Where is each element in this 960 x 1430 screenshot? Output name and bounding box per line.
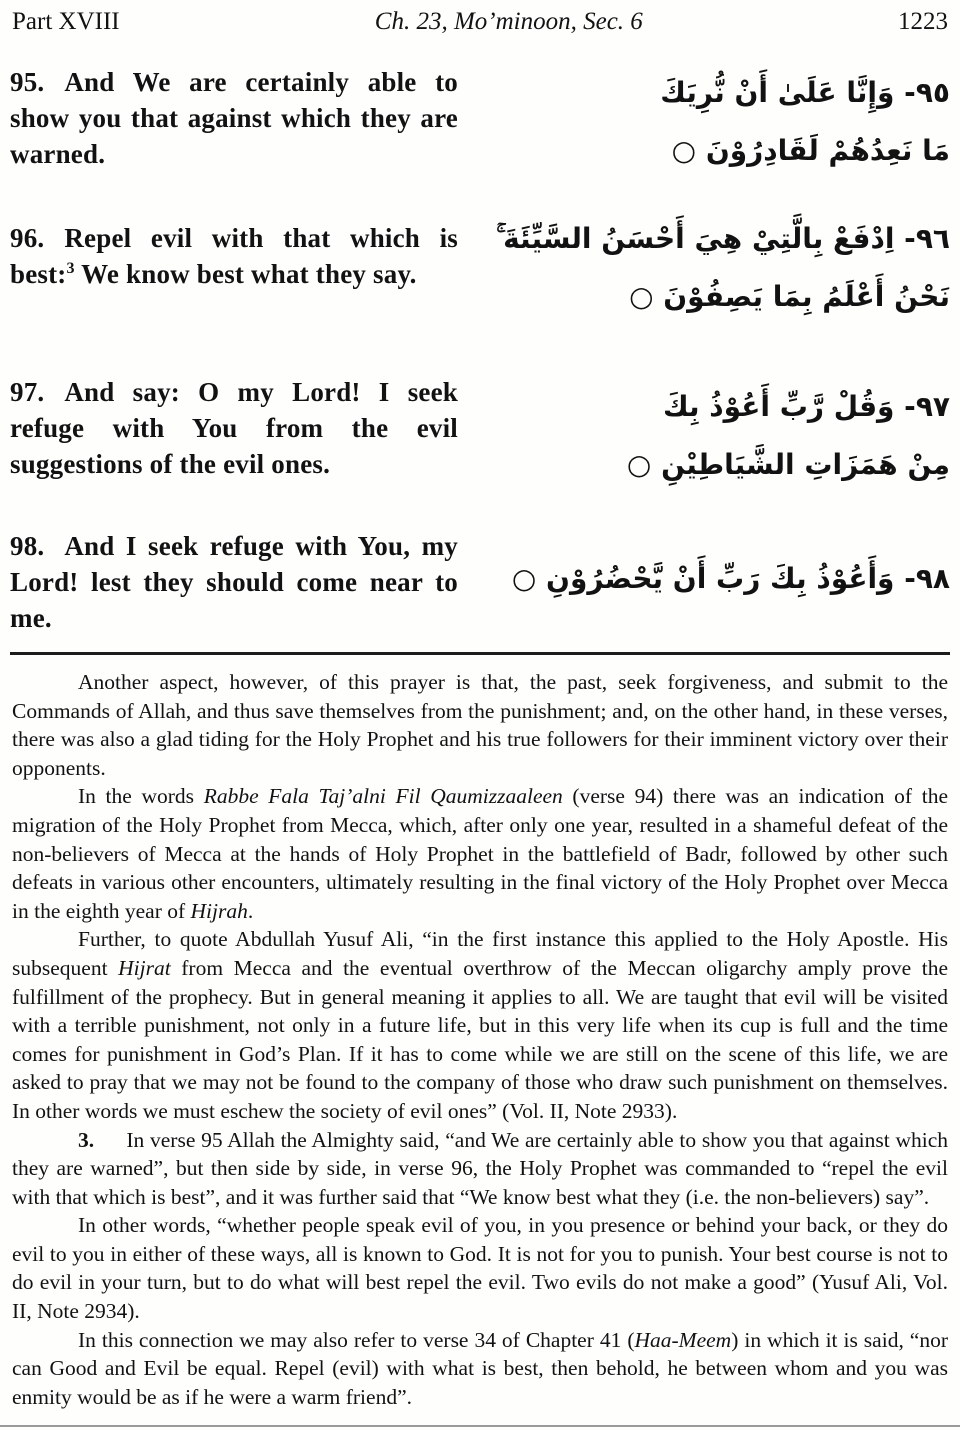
chapter-title: Ch. 23, Mo’minoon, Sec. 6 (374, 8, 643, 35)
verses-section (10, 64, 950, 636)
text-run: In the words (78, 784, 204, 809)
page-header (10, 8, 950, 36)
verse-row-98 (10, 528, 950, 636)
text-run: And We are certainly able to show you that against which they are warned. (10, 67, 458, 169)
italic-run: Hijrat (118, 955, 171, 980)
commentary-paragraph (12, 668, 948, 782)
commentary-paragraph (12, 1326, 948, 1412)
text-run: . (247, 898, 254, 923)
text-run: (verse 94) there was an indication of the migration of the Holy Prophet from Mecca, which, after only one year, resulted in a shameful defeat of the non-believers of Mecca at the hands of Holy Prophet in the battlefield of Badr, followed by other such defeats in various other encounters, ultimately resulting in the final victory of the Holy Prophet over Mecca in the eighth year of (12, 784, 948, 923)
verse-row-96 (10, 220, 950, 326)
commentary-paragraph (12, 1211, 948, 1325)
arabic-line: نَحْنُ أَعْلَمُ بِمَا يَصِفُوْنَ ○ (629, 280, 950, 313)
text-run: And say: O my Lord! I seek refuge with You from the evil suggestions of the evil ones. (10, 377, 458, 479)
text-run: ) in which it is said, “nor can Good and Evil be equal. Repel (evil) with what is best, then behold, he between whom and you was enmity would be as if he were a warm friend”. (12, 1327, 948, 1409)
text-run: Repel evil with that which is best: (10, 223, 458, 289)
text-run: Further, to quote Abdullah Yusuf Ali, “in the first instance this applied to the Holy Apostle. His subsequent (12, 927, 948, 980)
verse-english (10, 220, 458, 292)
arabic-line: ٩٥- وَإِنَّا عَلَىٰ أَنْ نُّرِيَكَ (660, 76, 950, 109)
commentary-paragraph (12, 1126, 948, 1212)
text-run: Another aspect, however, of this prayer is that, the past, seek forgiveness, and submit to the Commands of Allah, and thus save themselves from the punishment; and, on the other hand, in these verses, there was also a glad tiding for the Holy Prophet and his true followers for their imminent victory over their opponents. (12, 670, 948, 780)
verse-arabic (472, 528, 950, 608)
verse-number: 96. (10, 223, 45, 253)
arabic-line: ٩٦- اِدْفَعْ بِالَّتِيْ هِيَ أَحْسَنُ السَّيِّئَةَ ۚ (496, 222, 950, 255)
text-run: And I seek refuge with You, my Lord! lest they should come near to me. (10, 531, 458, 633)
italic-run: Rabbe Fala Taj’alni Fil Qaumizzaaleen (203, 784, 563, 809)
text-run: We know best what they say. (74, 259, 417, 289)
text-run: In this connection we may also refer to verse 34 of Chapter 41 ( (78, 1327, 635, 1352)
text-run: In verse 95 Allah the Almighty said, “and We are certainly able to show you that against which they are warned”, but then side by side, in verse 96, the Holy Prophet was commanded to “repel the evil with that which is best”, and it was further said that “We know best what they (i.e. the non-believers) say”. (12, 1127, 948, 1209)
section-divider (10, 652, 950, 655)
page-number: 1223 (897, 8, 948, 35)
verse-arabic (472, 210, 950, 326)
verse-row-95 (10, 64, 950, 180)
arabic-line: ٩٨- وَأَعُوْذُ بِكَ رَبِّ أَنْ يَّحْضُرُوْنِ ○ (511, 562, 950, 595)
italic-run: Haa-Meem (634, 1327, 732, 1352)
arabic-line: ٩٧- وَقُلْ رَّبِّ أَعُوْذُ بِكَ (662, 390, 950, 423)
arabic-line: مَا نَعِدُهُمْ لَقَادِرُوْنَ ○ (671, 134, 950, 167)
verse-english (10, 528, 458, 636)
verse-number: 95. (10, 67, 45, 97)
verse-row-97 (10, 374, 950, 494)
verse-arabic (472, 64, 950, 180)
page-bottom-edge (0, 1425, 960, 1427)
part-label: Part XVIII (12, 8, 120, 35)
text-run: In other words, “whether people speak evil of you, in you presence or behind your back, or they do evil to you in either of these ways, all is known to God. It is not for you to punish. Your best course is not to do evil in your turn, but to do what will best repel the evil. Two evils do not make a good” (Yusuf Ali, Vol. II, Note 2934). (12, 1213, 948, 1324)
verse-english (10, 64, 458, 172)
verse-number: 97. (10, 377, 45, 407)
footnote-number: 3. (78, 1127, 95, 1152)
italic-run: Hijrah (190, 898, 248, 923)
verse-english (10, 374, 458, 482)
footnote-ref: 3 (66, 260, 75, 277)
commentary-section (10, 668, 950, 1411)
commentary-paragraph (12, 925, 948, 1125)
verse-number: 98. (10, 531, 45, 561)
commentary-paragraph (12, 782, 948, 925)
text-run: from Mecca and the eventual overthrow of the Meccan oligarchy amply prove the fulfillment of the prophecy. But in general meaning it applies to all. We are taught that evil will be visited with a terrible punishment, not only in a future life, but in this very life when its cup is full and the time comes for punishment in God’s Plan. If it has to come while we are still on the scene of this life, we are asked to pray that we may not be found to the company of those who draw such punishment on themselves. In other words we must eschew the society of evil ones” (Vol. II, Note 2933). (12, 955, 948, 1123)
arabic-line: مِنْ هَمَزَاتِ الشَّيَاطِيْنِ ○ (626, 448, 950, 481)
verse-arabic (472, 378, 950, 494)
